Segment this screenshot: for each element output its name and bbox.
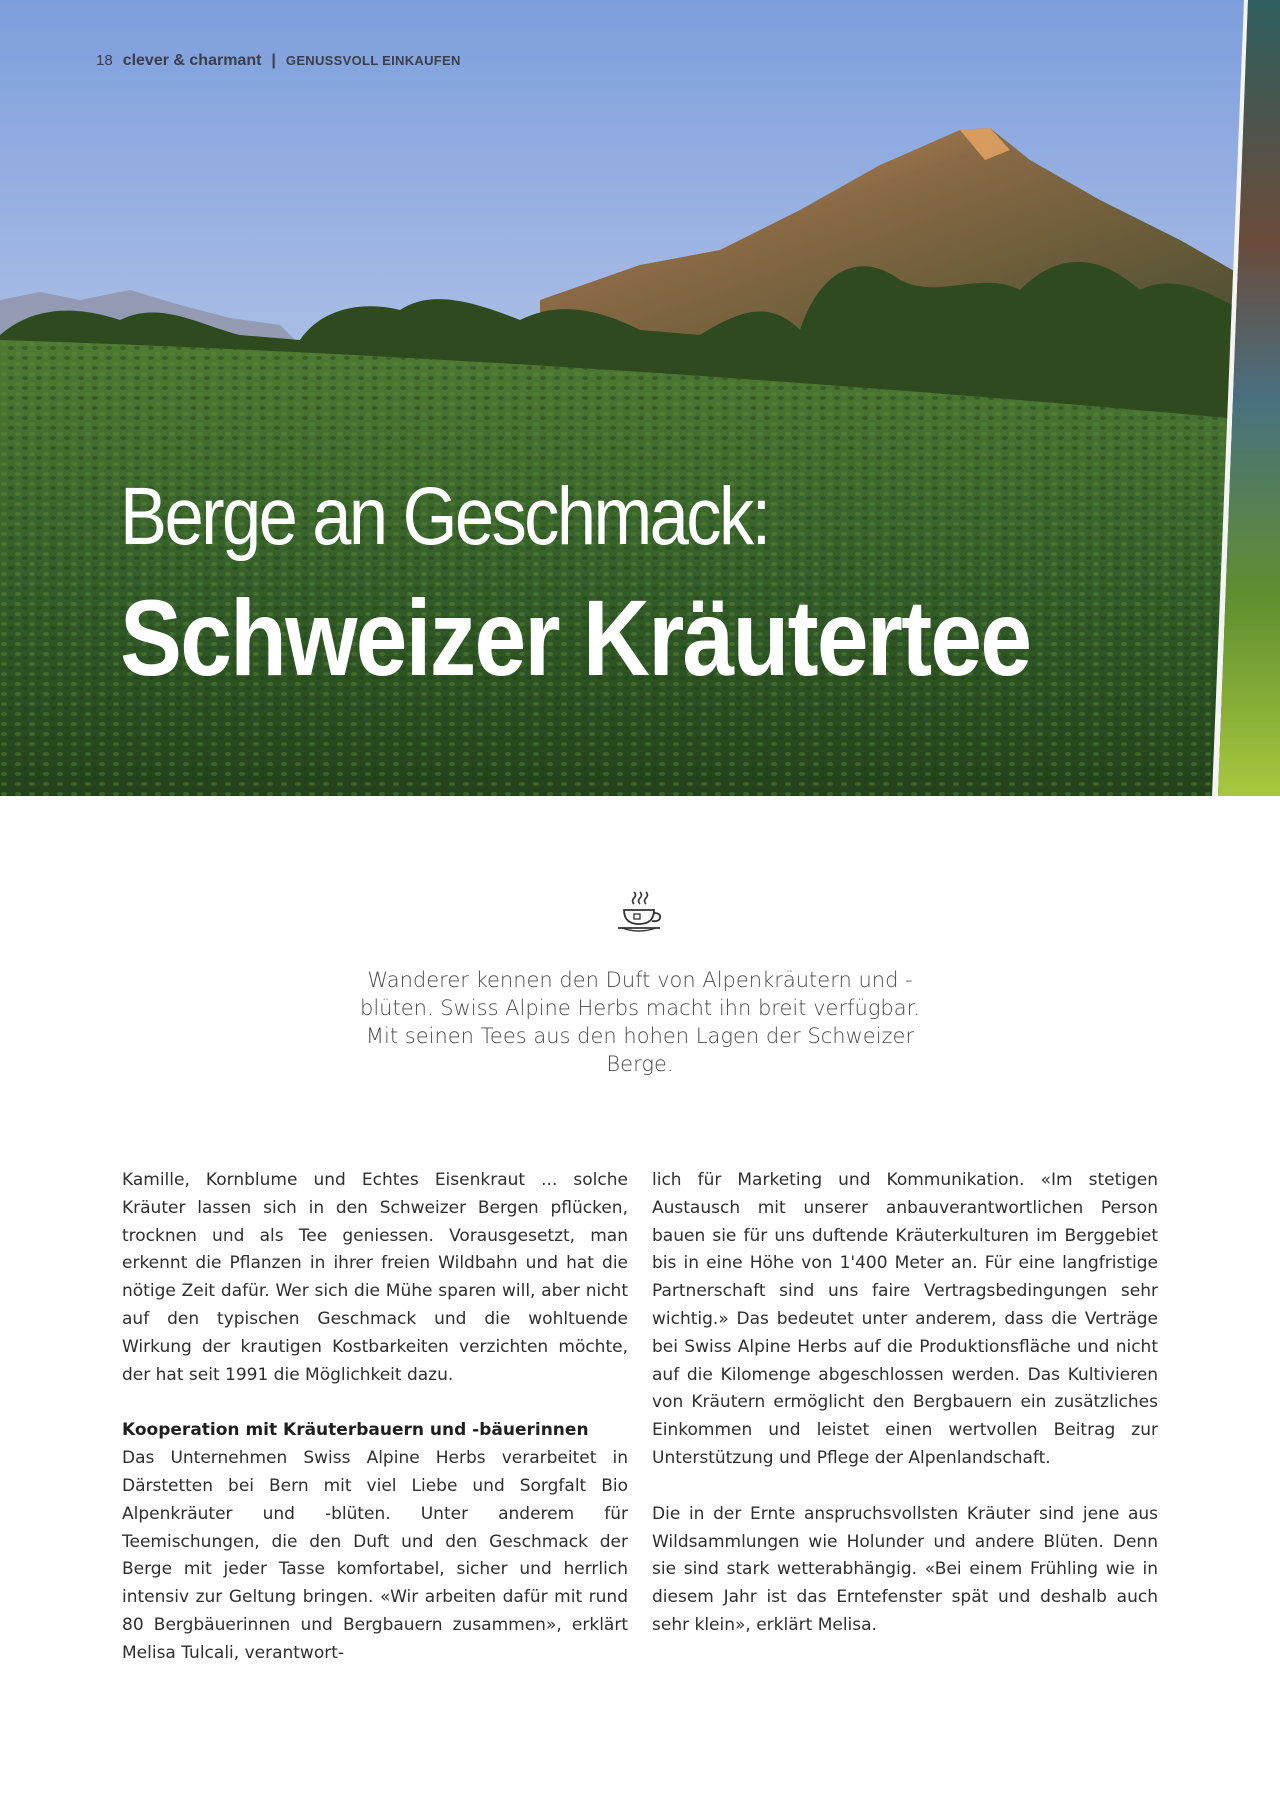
title-line-2: Schweizer Kräutertee — [120, 577, 1031, 698]
article-subheading: Kooperation mit Kräuterbauern und -bäuerinnen — [122, 1420, 589, 1441]
article-paragraph: Kamille, Kornblume und Echtes Eisenkraut ... solche Kräuter lassen sich in den Schweizer Bergen pflücken, trocknen und als Tee geniessen. Vorausgesetzt, man erkennt die Pflanzen in ihrer freien Wildbahn und hat die nötige Zeit dafür. Wer sich die Mühe sparen will, aber nicht auf den typischen Geschmack und die wohltuende Wirkung der krautigen Kostbarkeiten verzichten möchte, der hat seit 1991 die Möglichkeit dazu. — [122, 1170, 628, 1385]
page-header — [96, 52, 461, 70]
magazine-brand: clever & charmant — [122, 52, 262, 69]
tea-cup-icon — [614, 888, 666, 936]
section-name: GENUSSVOLL EINKAUFEN — [285, 53, 461, 68]
article-paragraph: Das Unternehmen Swiss Alpine Herbs verarbeitet in Därstetten bei Bern mit viel Liebe und Sorgfalt Bio Alpenkräuter und -blüten. Unter anderem für Teemischungen, die den Duft und den Geschmack der Berge mit jeder Tasse komfortabel, sicher und herrlich intensiv zur Geltung bringen. «Wir arbeiten dafür mit rund 80 Bergbäuerinnen und Bergbauern zusammen», erklärt Melisa Tulcali, verantwort- — [122, 1448, 628, 1663]
hero-image — [0, 0, 1280, 796]
lead-paragraph: Wanderer kennen den Duft von Alpenkräutern und -blüten. Swiss Alpine Herbs macht ihn breit verfügbar. Mit seinen Tees aus den hohen Lagen der Schweizer Berge. — [360, 968, 920, 1076]
article-paragraph: lich für Marketing und Kommunikation. «Im stetigen Austausch mit unserer anbauverantwortlichen Person bauen sie für uns duftende Kräuterkulturen im Berggebiet bis in eine Höhe von 1'400 Meter an. Für eine langfristige Partnerschaft sind uns faire Vertragsbedingungen sehr wichtig.» Das bedeutet unter anderem, dass die Verträge bei Swiss Alpine Herbs auf die Produktionsfläche und nicht auf die Kilomenge abgeschlossen werden. Das Kultivieren von Kräutern ermöglicht den Bergbauern ein zusätzliches Einkommen und leistet einen wertvollen Beitrag zur Unterstützung und Pflege der Alpenlandschaft. — [652, 1170, 1158, 1468]
page-number: 18 — [96, 52, 113, 69]
article-column-right — [652, 1167, 1158, 1640]
article-column-left — [122, 1167, 628, 1668]
header-separator: | — [271, 52, 276, 69]
article-paragraph: Die in der Ernte anspruchsvollsten Kräuter sind jene aus Wildsammlungen wie Holunder und andere Blüten. Denn sie sind stark wetterabhängig. «Bei einem Frühling wie in diesem Jahr ist das Erntefenster spät und deshalb auch sehr klein», erklärt Melisa. — [652, 1503, 1158, 1635]
title-line-1: Berge an Geschmack: — [120, 471, 769, 562]
